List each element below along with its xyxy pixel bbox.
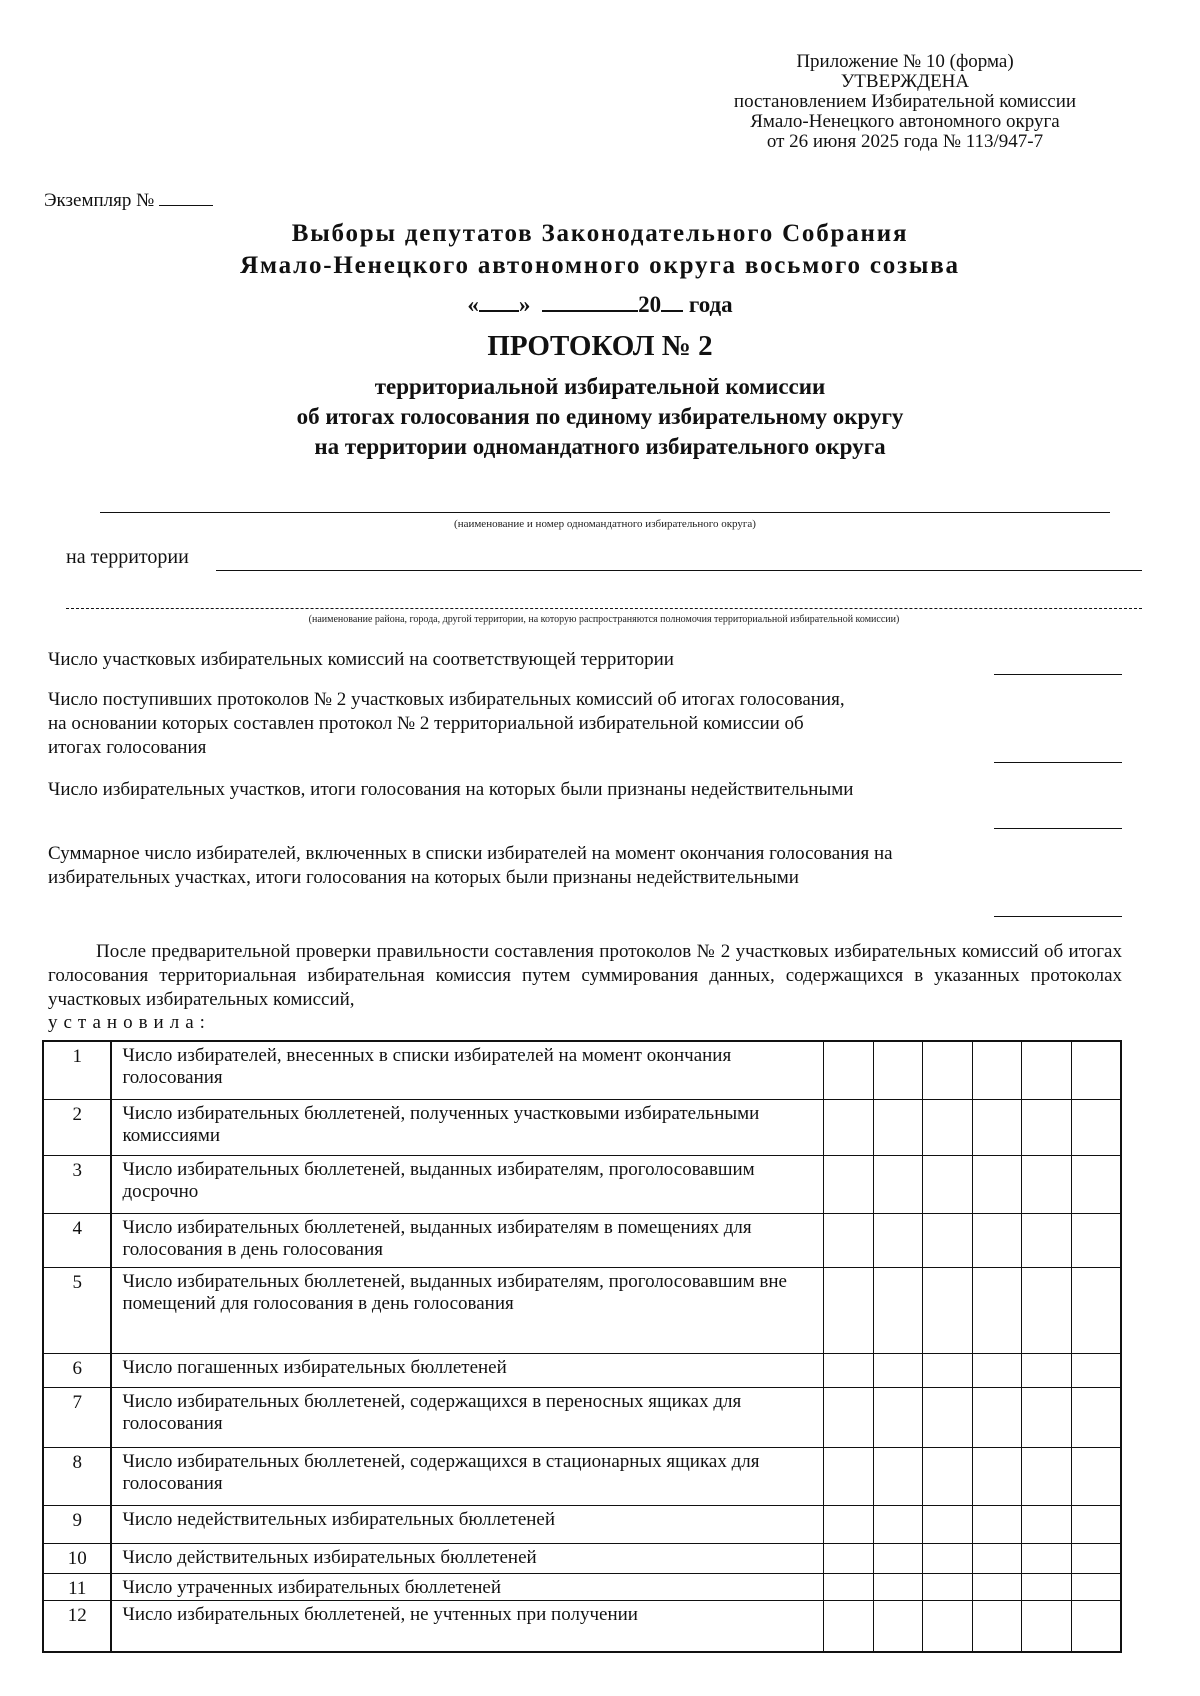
date-line [60,290,1140,318]
digit-cell[interactable] [923,1353,972,1387]
row-number: 11 [43,1573,111,1600]
digit-cell[interactable] [824,1387,873,1447]
digit-cell[interactable] [824,1155,873,1213]
results-table [42,1040,1122,1653]
row-description: Число недействительных избирательных бюллетеней [111,1505,823,1543]
copy-number-blank[interactable] [159,190,213,206]
row-description: Число избирателей, внесенных в списки избирателей на момент окончания голосования [111,1041,823,1099]
row-number: 1 [43,1041,111,1099]
digit-cell[interactable] [972,1505,1021,1543]
date-close-quote: » [518,292,531,317]
digit-cell[interactable] [972,1543,1021,1573]
digit-cell[interactable] [923,1099,972,1155]
digit-cell[interactable] [824,1447,873,1505]
row-number: 12 [43,1600,111,1652]
date-year-prefix: 20 [638,292,662,317]
digit-cell[interactable] [1022,1600,1071,1652]
row-number: 5 [43,1267,111,1353]
digit-cell[interactable] [824,1353,873,1387]
row-description: Число избирательных бюллетеней, выданных избирателям, проголосовавшим вне помещений для голосования в день голосования [111,1267,823,1353]
digit-cell[interactable] [923,1600,972,1652]
row-number: 6 [43,1353,111,1387]
digit-cell[interactable] [972,1387,1021,1447]
digit-cell[interactable] [824,1099,873,1155]
date-open-quote: « [467,292,479,317]
date-year-blank[interactable] [661,290,683,312]
digit-cell[interactable] [1022,1447,1071,1505]
digit-cell[interactable] [972,1447,1021,1505]
digit-cell[interactable] [1022,1505,1071,1543]
district-caption: (наименование и номер одномандатного избирательного округа) [454,518,756,530]
digit-cell[interactable] [923,1387,972,1447]
row-number: 2 [43,1099,111,1155]
digit-cell[interactable] [1022,1387,1071,1447]
row-description: Число избирательных бюллетеней, полученных участковыми избирательными комиссиями [111,1099,823,1155]
row-description: Число утраченных избирательных бюллетеней [111,1573,823,1600]
digit-cell[interactable] [923,1041,972,1099]
digit-cell[interactable] [873,1353,922,1387]
digit-cell[interactable] [1071,1543,1121,1573]
digit-cell[interactable] [923,1267,972,1353]
digit-cell[interactable] [1071,1353,1121,1387]
digit-cell[interactable] [824,1267,873,1353]
stat-invalid-precincts: Число избирательных участков, итоги голосования на которых были признаны недействительными [48,779,854,800]
digit-cell[interactable] [1022,1041,1071,1099]
digit-cell[interactable] [873,1099,922,1155]
digit-cell[interactable] [972,1155,1021,1213]
digit-cell[interactable] [972,1353,1021,1387]
digit-cell[interactable] [824,1600,873,1652]
digit-cell[interactable] [1022,1573,1071,1600]
digit-cell[interactable] [1022,1353,1071,1387]
digit-cell[interactable] [873,1387,922,1447]
row-number: 10 [43,1543,111,1573]
digit-cell[interactable] [873,1447,922,1505]
stat-commissions-blank[interactable] [994,674,1122,675]
row-description: Число действительных избирательных бюллетеней [111,1543,823,1573]
stat-invalid-precincts-blank[interactable] [994,828,1122,829]
row-description: Число избирательных бюллетеней, содержащихся в переносных ящиках для голосования [111,1387,823,1447]
copy-number [44,190,213,212]
stat-protocols-blank[interactable] [994,762,1122,763]
row-number: 7 [43,1387,111,1447]
election-line-2: Ямало-Ненецкого автономного округа восьмого созыва [240,252,960,279]
digit-cell[interactable] [873,1041,922,1099]
territory-caption: (наименование района, города, другой территории, на которую распространяются полномочия территориальной избирательной комиссии) [308,614,900,625]
territory-continuation-line[interactable] [66,608,1142,609]
row-description: Число избирательных бюллетеней, не учтенных при получении [111,1600,823,1652]
digit-cell[interactable] [923,1213,972,1267]
row-description: Число избирательных бюллетеней, выданных избирателям, проголосовавшим досрочно [111,1155,823,1213]
protocol-subtitle [60,372,1140,462]
digit-cell[interactable] [824,1041,873,1099]
digit-cell[interactable] [1071,1041,1121,1099]
subtitle-line-3: на территории одномандатного избирательного округа [314,434,886,459]
digit-cell[interactable] [1022,1213,1071,1267]
table-row [43,1573,1121,1600]
digit-cell[interactable] [824,1573,873,1600]
date-year-suffix: года [688,292,733,317]
subtitle-line-1: территориальной избирательной комиссии [374,374,826,399]
stat-protocols: Число поступивших протоколов № 2 участковых избирательных комиссий об итогах голосования, на основании которых составлен протокол № 2 территориальной избирательной комиссии об итогах голосования [48,689,845,758]
digit-cell[interactable] [1022,1099,1071,1155]
digit-cell[interactable] [1071,1213,1121,1267]
row-number: 3 [43,1155,111,1213]
digit-cell[interactable] [824,1505,873,1543]
digit-cell[interactable] [824,1213,873,1267]
table-row [43,1213,1121,1267]
table-row [43,1387,1121,1447]
table-row [43,1041,1121,1099]
digit-cell[interactable] [972,1267,1021,1353]
digit-cell[interactable] [1071,1600,1121,1652]
table-row [43,1600,1121,1652]
digit-cell[interactable] [923,1155,972,1213]
row-description: Число погашенных избирательных бюллетеней [111,1353,823,1387]
digit-cell[interactable] [923,1447,972,1505]
digit-cell[interactable] [873,1600,922,1652]
row-number: 4 [43,1213,111,1267]
approval-resolution: постановлением Избирательной комиссии [733,91,1077,112]
stat-commissions: Число участковых избирательных комиссий на соответствующей территории [48,649,674,670]
protocol-title: ПРОТОКОЛ № 2 [487,330,713,362]
digit-cell[interactable] [1022,1155,1071,1213]
table-row [43,1155,1121,1213]
appendix-label: Приложение № 10 (форма) [796,51,1014,72]
digit-cell[interactable] [873,1155,922,1213]
territory-line[interactable] [216,570,1142,571]
digit-cell[interactable] [972,1099,1021,1155]
digit-cell[interactable] [873,1213,922,1267]
digit-cell[interactable] [972,1600,1021,1652]
copy-number-label: Экземпляр № [44,190,155,211]
table-row [43,1353,1121,1387]
digit-cell[interactable] [972,1573,1021,1600]
intro-paragraph: После предварительной проверки правильности составления протоколов № 2 участковых избирательных комиссий об итогах голосования территориальная избирательная комиссия путем суммирования данных, содержащихся в указанных протоколах участковых избирательных комиссий, [48,941,1122,1010]
district-name-line[interactable] [100,512,1110,513]
digit-cell[interactable] [824,1543,873,1573]
digit-cell[interactable] [1022,1543,1071,1573]
approval-block [680,52,1130,152]
digit-cell[interactable] [873,1573,922,1600]
digit-cell[interactable] [1071,1505,1121,1543]
stat-voters-invalid: Суммарное число избирателей, включенных в списки избирателей на момент окончания голосования на избирательных участках, итоги голосования на которых были признаны недействительными [48,843,893,888]
digit-cell[interactable] [972,1041,1021,1099]
row-number: 9 [43,1505,111,1543]
approved-label: УТВЕРЖДЕНА [840,71,970,92]
row-description: Число избирательных бюллетеней, содержащихся в стационарных ящиках для голосования [111,1447,823,1505]
date-day-blank[interactable] [479,290,519,312]
digit-cell[interactable] [923,1505,972,1543]
digit-cell[interactable] [923,1543,972,1573]
digit-cell[interactable] [1071,1387,1121,1447]
established-label: установила: [48,1012,211,1033]
approval-date: от 26 июня 2025 года № 113/947-7 [766,131,1044,152]
row-description: Число избирательных бюллетеней, выданных избирателям в помещениях для голосования в день голосования [111,1213,823,1267]
digit-cell[interactable] [972,1213,1021,1267]
digit-cell[interactable] [923,1573,972,1600]
row-number: 8 [43,1447,111,1505]
digit-cell[interactable] [1071,1267,1121,1353]
approval-region: Ямало-Ненецкого автономного округа [750,111,1060,132]
election-line-1: Выборы депутатов Законодательного Собрания [291,220,909,247]
date-month-blank[interactable] [542,290,638,312]
digit-cell[interactable] [1071,1099,1121,1155]
digit-cell[interactable] [1071,1447,1121,1505]
table-row [43,1447,1121,1505]
digit-cell[interactable] [873,1267,922,1353]
table-row [43,1099,1121,1155]
table-row [43,1543,1121,1573]
territory-label: на территории [66,546,189,568]
digit-cell[interactable] [1071,1573,1121,1600]
digit-cell[interactable] [1071,1155,1121,1213]
stat-voters-invalid-blank[interactable] [994,916,1122,917]
digit-cell[interactable] [873,1543,922,1573]
table-row [43,1267,1121,1353]
digit-cell[interactable] [873,1505,922,1543]
subtitle-line-2: об итогах голосования по единому избирательному округу [296,404,904,429]
table-row [43,1505,1121,1543]
election-title [60,218,1140,282]
digit-cell[interactable] [1022,1267,1071,1353]
